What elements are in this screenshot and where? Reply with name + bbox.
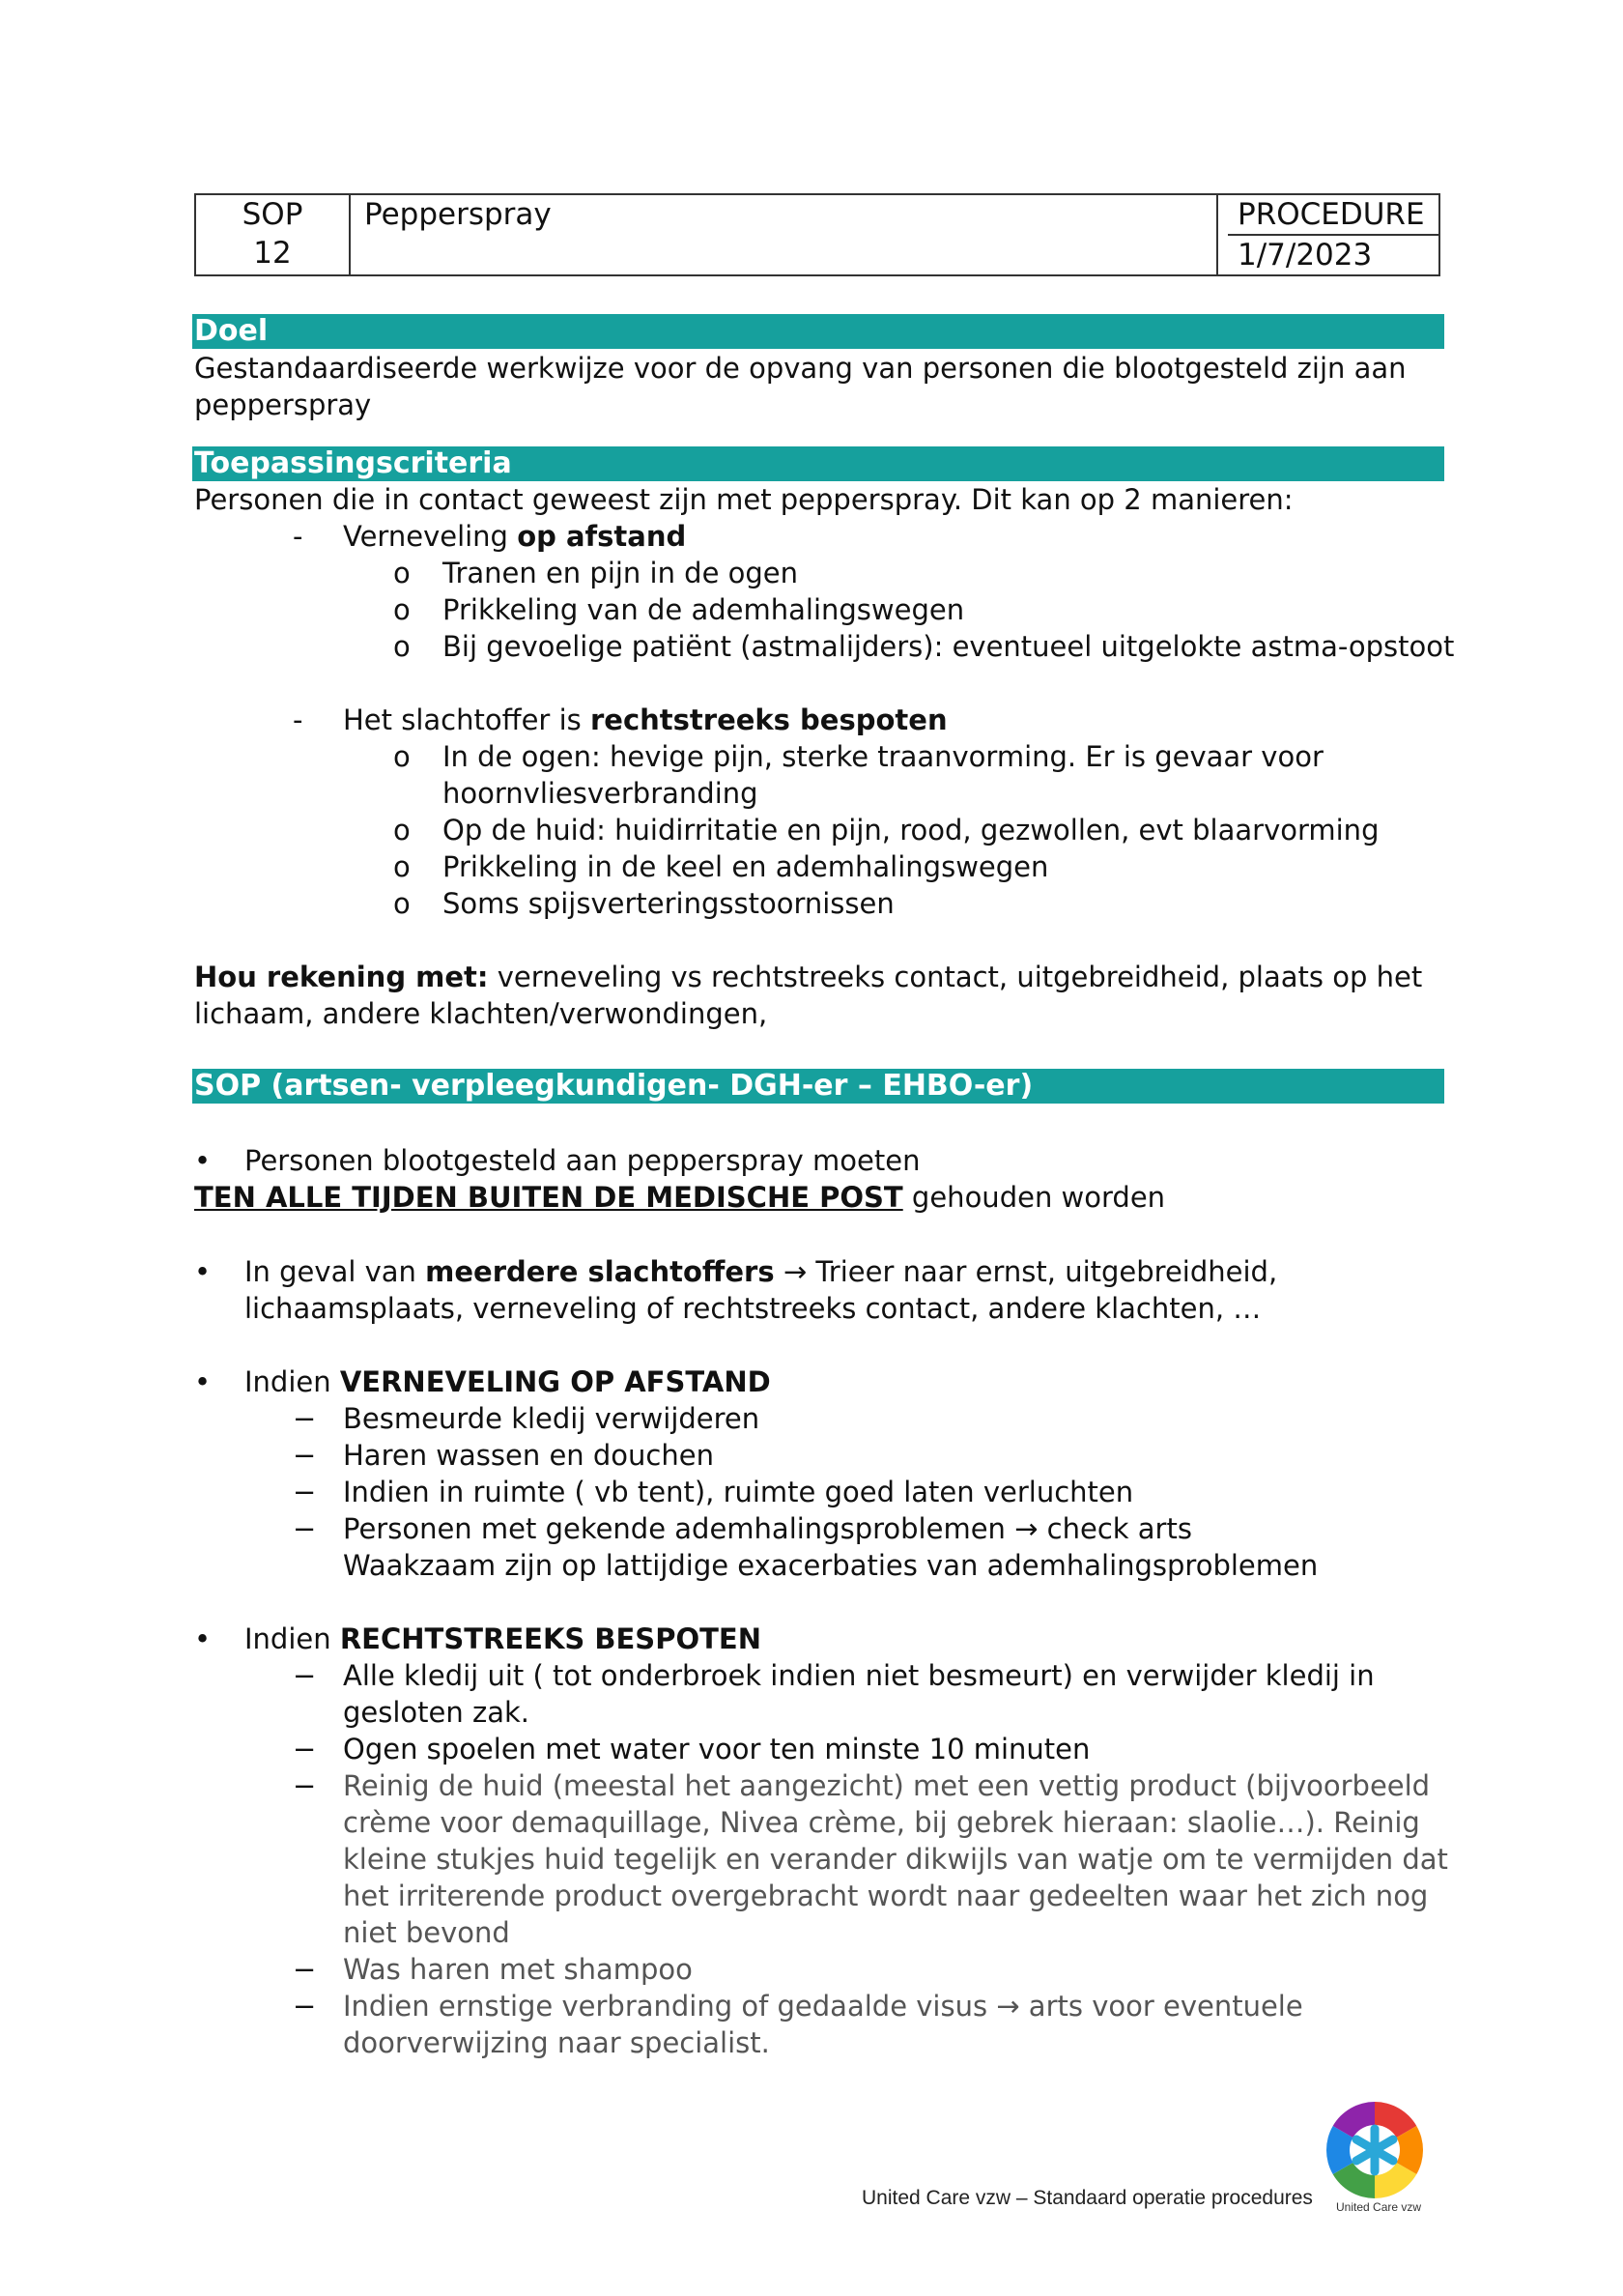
case-a-item-1: Tranen en pijn in de ogen: [442, 557, 799, 589]
dash-marker: −: [293, 1733, 317, 1765]
dash-marker: -: [293, 520, 303, 553]
sop-point-4-item-5b: doorverwijzing naar specialist.: [343, 2026, 770, 2059]
case-b-heading: Het slachtoffer is rechtstreeks bespoten: [343, 703, 948, 736]
dash-marker: −: [293, 1953, 317, 1986]
dash-marker: −: [293, 1512, 317, 1545]
bullet-dot: •: [194, 1144, 212, 1177]
procedure-cell: [1217, 194, 1439, 275]
sop-number-cell: [195, 194, 350, 275]
sop-point-4-item-4: Was haren met shampoo: [343, 1953, 693, 1986]
sop-point-3-item-3: Indien in ruimte ( vb tent), ruimte goed laten verluchten: [343, 1476, 1134, 1508]
sop-point-4-item-1a: Alle kledij uit ( tot onderbroek indien niet besmeurt) en verwijder kledij in: [343, 1659, 1375, 1692]
section-heading-toepassing: Toepassingscriteria: [192, 446, 1444, 481]
header-table: [194, 193, 1440, 276]
sop-point-4-item-3b: crème voor demaquillage, Nivea crème, bij gebrek hieraan: slaolie…). Reinig: [343, 1806, 1420, 1839]
case-a-heading: Verneveling op afstand: [343, 520, 687, 553]
document-date: 1/7/2023: [1228, 234, 1438, 274]
doel-text-2: pepperspray: [194, 388, 372, 421]
logo-caption: United Care vzw: [1336, 2200, 1422, 2214]
sop-point-4-item-3e: niet bevond: [343, 1916, 510, 1949]
bullet-dot: •: [194, 1365, 212, 1398]
dash-marker: -: [293, 703, 303, 736]
case-b-item-1a: In de ogen: hevige pijn, sterke traanvorming. Er is gevaar voor: [442, 740, 1324, 773]
hou-rekening-line-1: Hou rekening met: verneveling vs rechtstreeks contact, uitgebreidheid, plaats op het: [194, 961, 1423, 993]
sop-label: SOP: [242, 197, 303, 232]
sop-point-4-item-3c: kleine stukjes huid tegelijk en verander dikwijls van watje om te vermijden dat: [343, 1843, 1448, 1876]
o-marker: o: [393, 850, 411, 883]
sop-point-3-item-1: Besmeurde kledij verwijderen: [343, 1402, 760, 1435]
dash-marker: −: [293, 1439, 317, 1472]
case-b-item-4: Soms spijsverteringsstoornissen: [442, 887, 895, 920]
o-marker: o: [393, 740, 411, 773]
o-marker: o: [393, 630, 411, 663]
section-heading-doel: Doel: [192, 314, 1444, 349]
sop-point-4-item-5a: Indien ernstige verbranding of gedaalde visus → arts voor eventuele: [343, 1990, 1303, 2023]
dash-marker: −: [293, 1769, 317, 1802]
dash-marker: −: [293, 1476, 317, 1508]
sop-point-4-item-1b: gesloten zak.: [343, 1696, 529, 1729]
hou-rekening-line-2: lichaam, andere klachten/verwondingen,: [194, 997, 768, 1030]
dash-marker: −: [293, 1990, 317, 2023]
sop-point-1-line-2: TEN ALLE TIJDEN BUITEN DE MEDISCHE POST gehouden worden: [194, 1181, 1166, 1214]
case-a-item-3: Bij gevoelige patiënt (astmalijders): eventueel uitgelokte astma-opstoot: [442, 630, 1455, 663]
sop-point-2-line-2: lichaamsplaats, verneveling of rechtstreeks contact, andere klachten, …: [244, 1292, 1262, 1325]
sop-point-4-item-2: Ogen spoelen met water voor ten minste 10 minuten: [343, 1733, 1091, 1765]
sop-number: 12: [253, 236, 292, 271]
bullet-dot: •: [194, 1622, 212, 1655]
sop-point-2-line-1: In geval van meerdere slachtoffers → Trieer naar ernst, uitgebreidheid,: [244, 1255, 1278, 1288]
o-marker: o: [393, 887, 411, 920]
doel-text-1: Gestandaardiseerde werkwijze voor de opvang van personen die blootgesteld zijn aan: [194, 352, 1407, 385]
case-a-item-2: Prikkeling van de ademhalingswegen: [442, 593, 965, 626]
o-marker: o: [393, 593, 411, 626]
sop-point-3-item-2: Haren wassen en douchen: [343, 1439, 714, 1472]
toepassing-intro: Personen die in contact geweest zijn met pepperspray. Dit kan op 2 manieren:: [194, 483, 1294, 516]
bullet-dot: •: [194, 1255, 212, 1288]
o-marker: o: [393, 557, 411, 589]
sop-point-1-line-1: Personen blootgesteld aan pepperspray moeten: [244, 1144, 921, 1177]
sop-point-4-item-3d: het irriterende product overgebracht wordt naar gedeelten waar het zich nog: [343, 1880, 1429, 1912]
sop-point-3-heading: Indien VERNEVELING OP AFSTAND: [244, 1365, 771, 1398]
document-title: Pepperspray: [350, 194, 1217, 275]
sop-point-4-heading: Indien RECHTSTREEKS BESPOTEN: [244, 1622, 761, 1655]
footer-text: United Care vzw – Standaard operatie procedures: [862, 2187, 1313, 2209]
o-marker: o: [393, 814, 411, 847]
sop-point-4-item-3a: Reinig de huid (meestal het aangezicht) met een vettig product (bijvoorbeeld: [343, 1769, 1431, 1802]
united-care-logo: [1322, 2097, 1428, 2203]
dash-marker: −: [293, 1659, 317, 1692]
document-type: PROCEDURE: [1238, 197, 1425, 232]
sop-point-3-item-4: Personen met gekende ademhalingsproblemen → check arts: [343, 1512, 1192, 1545]
case-b-item-2: Op de huid: huidirritatie en pijn, rood, gezwollen, evt blaarvorming: [442, 814, 1380, 847]
dash-marker: −: [293, 1402, 317, 1435]
case-b-item-3: Prikkeling in de keel en ademhalingswegen: [442, 850, 1049, 883]
case-b-item-1b: hoornvliesverbranding: [442, 777, 758, 810]
sop-point-3-item-4b: Waakzaam zijn op lattijdige exacerbaties van ademhalingsproblemen: [343, 1549, 1319, 1582]
section-heading-sop: SOP (artsen- verpleegkundigen- DGH-er – EHBO-er): [192, 1069, 1444, 1104]
